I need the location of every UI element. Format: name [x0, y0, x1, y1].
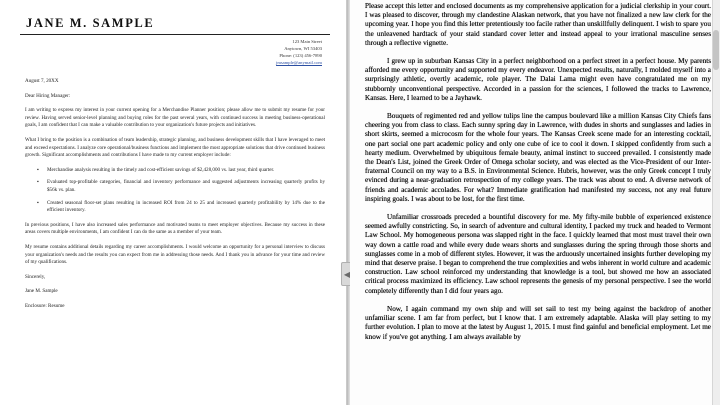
accomplishment-list: [37, 167, 325, 215]
right-letter-paragraph: Bouquets of regimented red and yellow tulips line the campus boulevard like a million Kansas City Chiefs fans cheering you from class to class. Each sunny spring day in Lawrence, with dudes in shorts and sunglasses and ladies in short skirts, seemed a microcosm for the whole four years. The Kansas Creek scene made for an interesting cocktail, one part social one part academic policy and only one cube of ice to cool it down. I skipped confidently from such a hearty medium. Overwhelmed by ubiquitous female beauty, animal instinct to succeed prevailed. I consistently made the Dean's List, joined the Greek Order of Omega scholar society, and was elected as the Vice-President of our Inter-fraternal Council on my way to a B.S. in Environmental Science. Hubris, however, was the only Greek concept I truly evinced during a near-graduation retrospection of my college years. The track was about to end. A diverse network of friends and academic accolades. For what? Immediate gratification had manifested my success, not any real future inspiring goals. I was about to be lost, for the first time.: [365, 112, 711, 203]
contact-city: Anytown, WI 53403: [284, 46, 322, 51]
right-letter-paragraph: Please accept this letter and enclosed documents as my comprehensive application for a judicial clerkship in your court. I was pleased to discover, through my clandestine Alaskan network, that you have not finalized a new law clerk for the upcoming year. I hope you find this letter pretentiously too facile rather than unskillfully delinquent. I wish to spare you the unleavened hardtack of your staid standard cover letter and instead appeal to your irrational masculine senses through a reflective vignette.: [365, 2, 711, 47]
contact-phone: Phone: (123) 456-7890: [279, 53, 322, 58]
right-letter-body: [365, 2, 711, 351]
vertical-scrollbar[interactable]: [712, 0, 720, 405]
letter-salutation: Dear Hiring Manager:: [25, 92, 71, 99]
letter-para-3: In previous positions, I have also increased sales performance and motivated teams to meet employer objectives. Because my success in these areas covers multiple environments, I am confident I can do the same as a member of your team.: [25, 221, 325, 236]
header-rule: [20, 34, 330, 35]
letter-para-2: What I bring to the position is a combination of team leadership, strategic planning, and business development skills that I have leveraged to meet and exceed expectations. I analyze core operational/business functions and implement the most appropriate solutions that drive continued business growth. Significant accomplishments and contributions I have made to my current employer include:: [25, 136, 325, 159]
accomplishment-item: ▪ Created seasonal floor-set plans resulting in increased ROI from 24 to 25 and increased quarterly profitability by 14% due to the efficient inventory.: [37, 200, 325, 215]
page-nav-arrow-icon[interactable]: ◀: [341, 262, 353, 286]
applicant-name: JANE M. SAMPLE: [26, 16, 155, 30]
letter-signature: Jane M. Sample: [25, 288, 58, 295]
contact-block: [276, 38, 322, 66]
letter-date: August 7, 20XX: [25, 78, 59, 84]
right-letter-paragraph: Unfamiliar crossroads preceded a bountiful discovery for me. My fifty-mile bubble of experienced existence seemed awfully constricting. So, in search of adventure and cultural identity, I packed my truck and headed to Vermont Law School. My homogeneous persona was slapped right in the face. I quickly learned that most must travel their own way down a cattle road and while every dude wears shorts and sunglasses during the spring through those shorts and sunglasses come in a mob of different styles. However, it was the arduously uncertained insights further developing my mind that deserve praise. I began to comprehend the true complexities and webs inherent in world culture and academic construction. Law school reinforced my understanding that knowledge is a tool, but showed me how an associated critical process maximized its efficiency. Law school represents the genesis of my personal perspective. I see the world completely differently than I did four years ago.: [365, 213, 711, 295]
left-letter-body: [25, 78, 325, 317]
cover-letter-page-right: [350, 0, 720, 405]
scrollbar-thumb[interactable]: [713, 30, 719, 70]
right-letter-paragraph: I grew up in suburban Kansas City in a perfect neighborhood on a perfect street in a perfect house. My parents afforded me every opportunity and supported my every endeavor. Unexpected results, naturally, I molded myself into a surprisingly athletic, overtly academic, role player. The Dalai Lama might even have congratulated me on my stubbornly unconventional perspective. Accorded in a passion for the sciences, I followed the tracks to Lawrence, Kansas. Here, I learned to be a Jayhawk.: [365, 57, 711, 102]
accomplishment-item: ▪ Merchandise analysis resulting in the timely and cost-efficient savings of $2,428,000 vs. last year, third quarter.: [37, 167, 325, 175]
letter-intro: I am writing to express my interest in your current opening for a Merchandise Planner position; please allow me to submit my resume for your review. Having served senior-level planning and buying roles for the past several years, with continued success in meeting business-operational goals, I am confident that I can make a valuable contribution to your organization's future projects and initiatives.: [25, 107, 325, 129]
contact-email-link[interactable]: jmsample@anymail.com: [276, 60, 322, 65]
right-letter-paragraph: Now, I again command my own ship and will set sail to test my being against the backdrop of another unfamiliar scene. I am far from perfect, but I know that. I am extremely adaptable. Alaska will play setting to my further evolution. I plan to move at the latest by August 1, 2015. I must find gainful and beneficial employment. Let me know if you've got anything. I am always available by: [365, 304, 711, 341]
letter-enclosure: Enclosure: Resume: [25, 302, 65, 309]
letter-closing: Sincerely,: [25, 273, 46, 280]
contact-street: 123 Main Street: [292, 39, 322, 44]
letter-para-4: My resume contains additional details regarding my career accomplishments. I would welcome an opportunity for a personal interview to discuss your organization's needs and the results you can expect from me in addressing those needs. And I thank you in advance for your time and review of my qualifications.: [25, 243, 325, 266]
cover-letter-page-left: [0, 0, 347, 405]
accomplishment-item: ▪ Evaluated top-profitable categories, financial and inventory performance and suggested adjustments increasing quarterly profits by $56k vs. plan.: [37, 179, 325, 194]
